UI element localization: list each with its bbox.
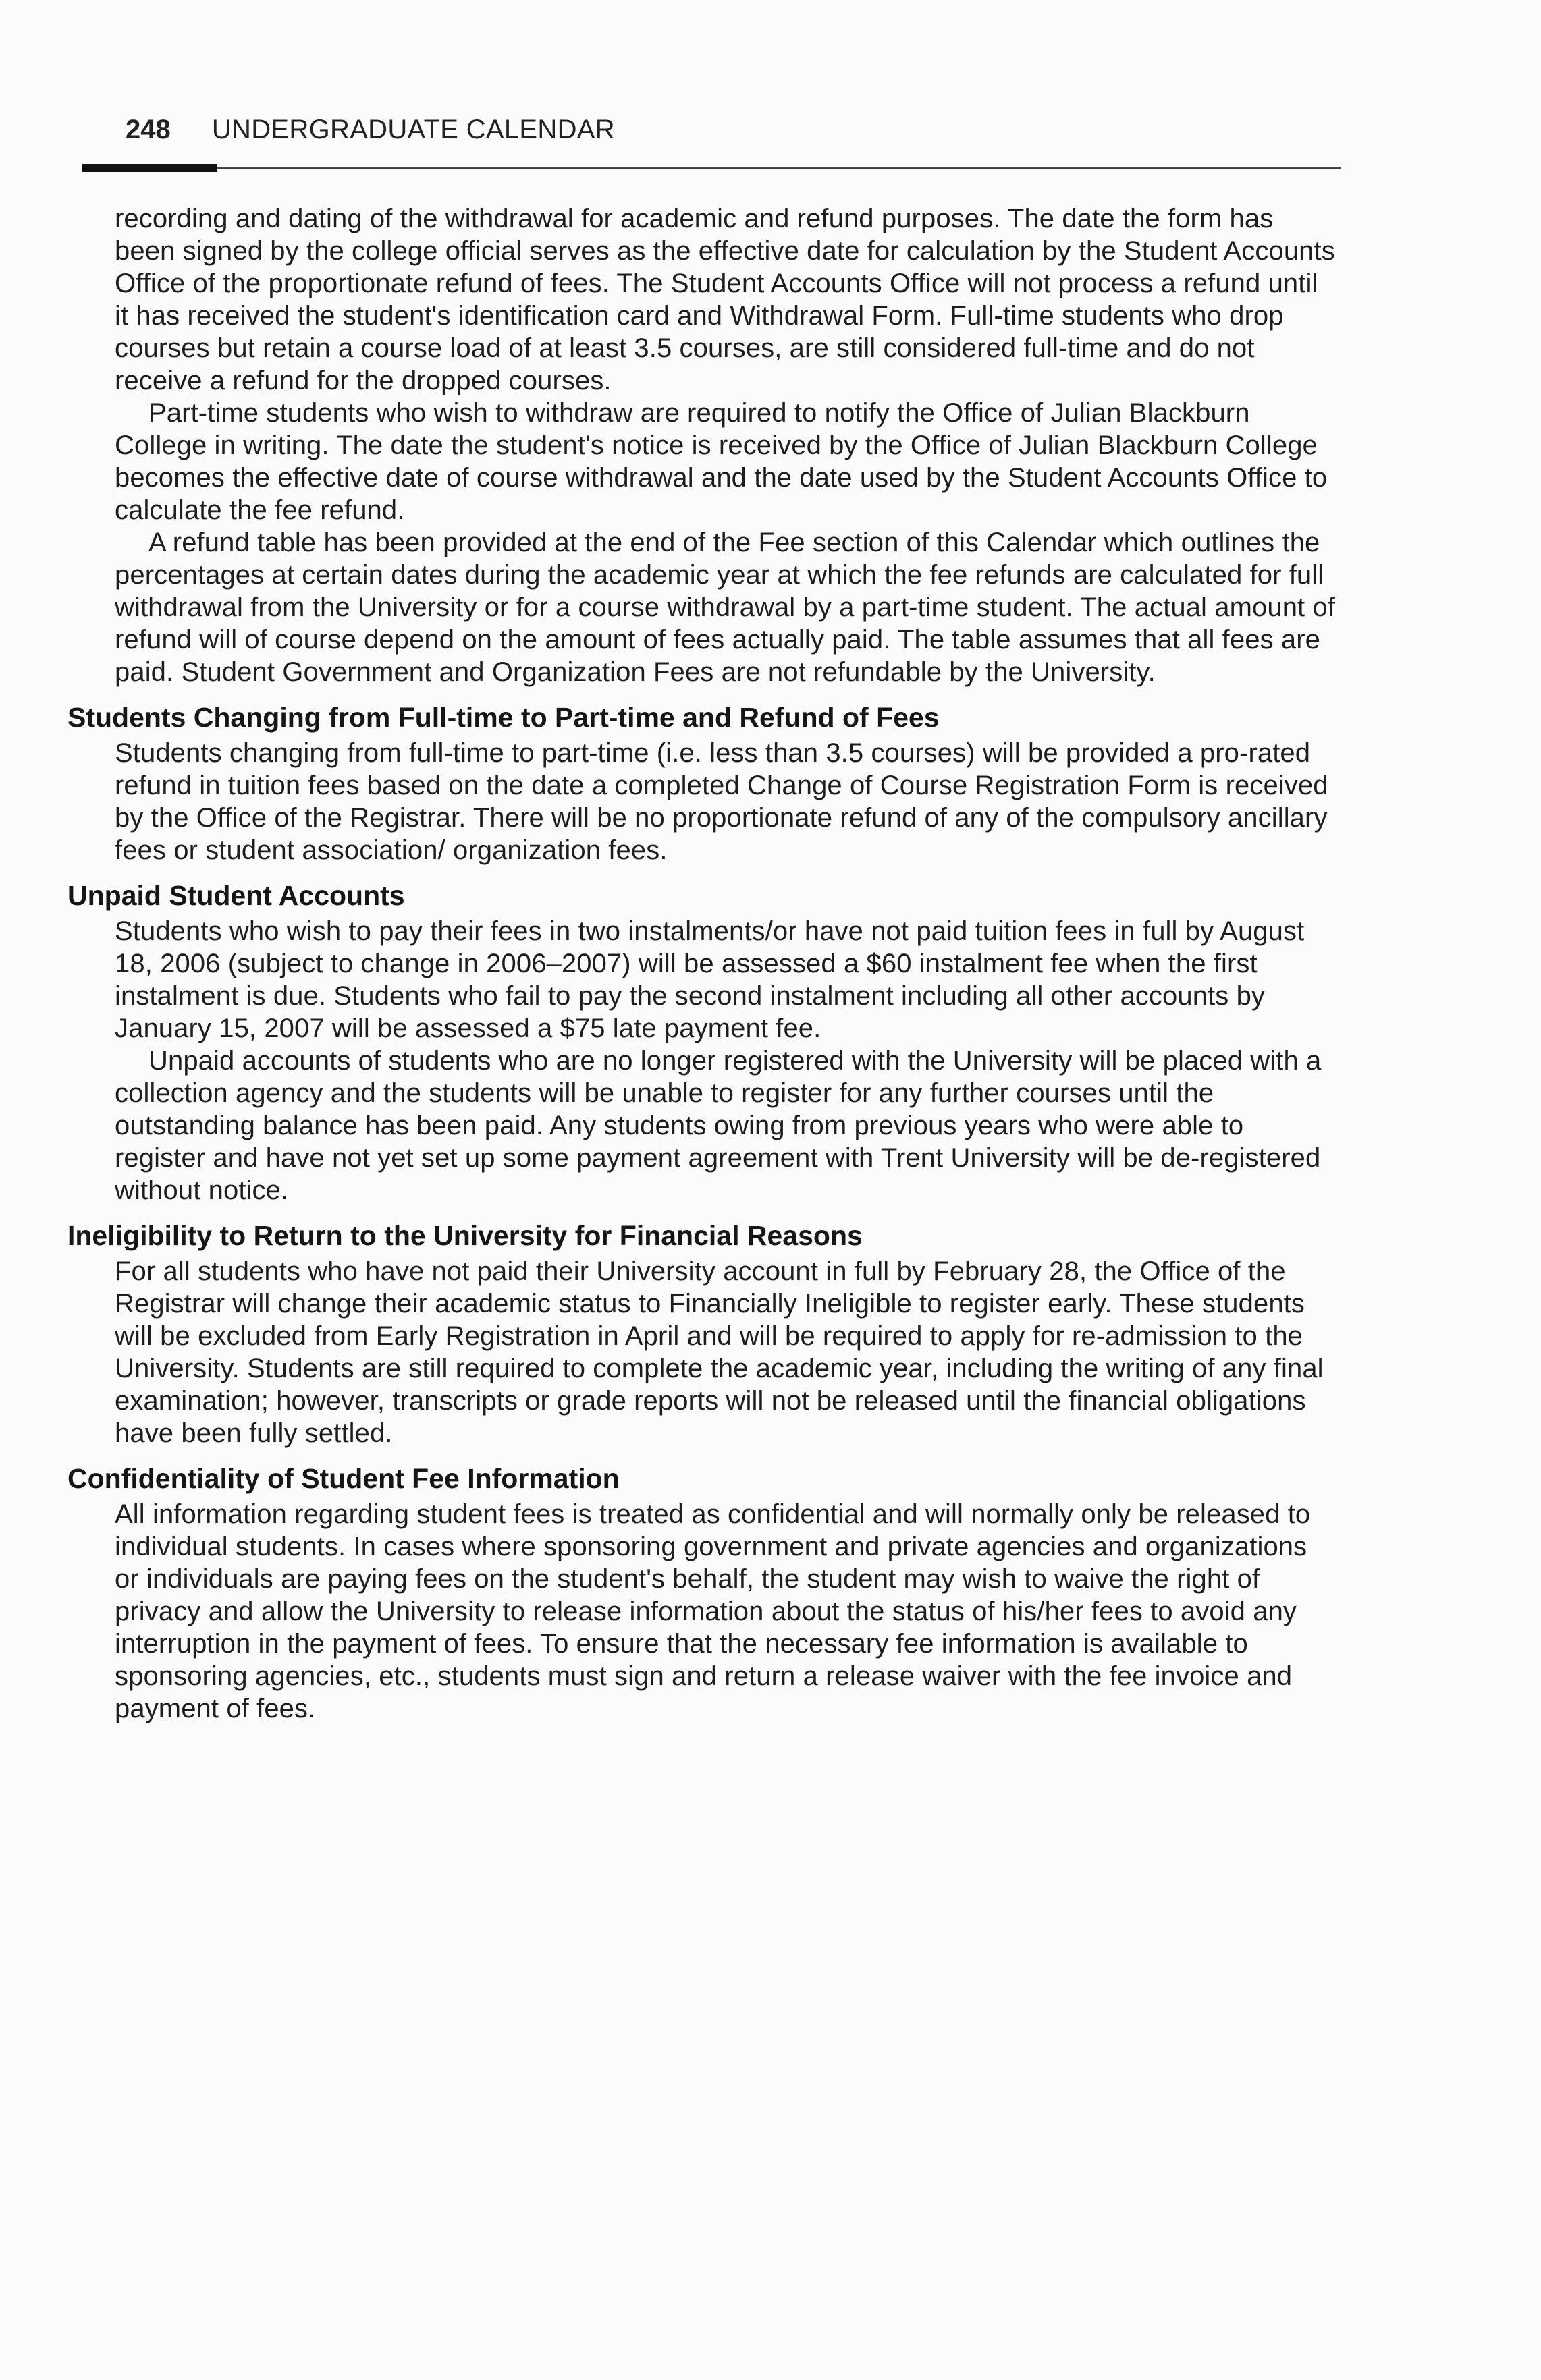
section-paragraph: For all students who have not paid their University account in full by February 28, the Office of the Registrar will change their academic status to Financially Ineligible to register early. These students will be excluded from Early Registration in April and will be required to apply for re-admission to the University. Students are still required to complete the academic year, including the writing of any final examination; however, transcripts or grade reports will not be released until the financial obligations have been fully settled.: [115, 1256, 1324, 1448]
section-heading: Unpaid Student Accounts: [67, 880, 405, 911]
page-header: [82, 115, 1341, 175]
section-paragraph: Students who wish to pay their fees in two instalments/or have not paid tuition fees in full by August 18, 2006 (subject to change in 2006–2007) will be assessed a $60 instalment fee when the first instalment is due. Students who fail to pay the second instalment including all other accounts by January 15, 2007 will be assessed a $75 late payment fee.: [115, 916, 1305, 1043]
page-number: 248: [126, 115, 171, 144]
section-ineligibility: [67, 1219, 1336, 1449]
header-text: [126, 115, 615, 145]
section-unpaid-accounts: [67, 879, 1336, 1207]
section-heading: Students Changing from Full-time to Part-time and Refund of Fees: [67, 702, 940, 733]
intro-paragraph-3: A refund table has been provided at the end of the Fee section of this Calendar which outlines the percentages at certain dates during the academic year at which the fee refunds are calculated for full withdrawal from the University or for a course withdrawal by a part-time student. The actual amount of refund will of course depend on the amount of fees actually paid. The table assumes that all fees are paid. Student Government and Organization Fees are not refundable by the University.: [115, 528, 1336, 687]
section-paragraph: Unpaid accounts of students who are no longer registered with the University will be placed with a collection agency and the students will be unable to register for any further courses until the outstanding balance has been paid. Any students owing from previous years who were able to register and have not yet set up some payment agreement with Trent University will be de-registered without notice.: [115, 1046, 1322, 1205]
section-paragraph: Students changing from full-time to part-time (i.e. less than 3.5 courses) will be provided a pro-rated refund in tuition fees based on the date a completed Change of Course Registration Form is received by the Office of the Registrar. There will be no proportionate refund of any of the compulsory ancillary fees or student association/ organization fees.: [115, 738, 1328, 865]
intro-paragraph-2: Part-time students who wish to withdraw are required to notify the Office of Julian Blackburn College in writing. The date the student's notice is received by the Office of Julian Blackburn College becomes the effective date of course withdrawal and the date used by the Student Accounts Office to calculate the fee refund.: [115, 398, 1328, 525]
section-refund-changes: [67, 700, 1336, 866]
section-heading: Ineligibility to Return to the University for Financial Reasons: [67, 1220, 863, 1251]
header-rule-accent: [82, 164, 217, 172]
page-content: [67, 202, 1336, 1725]
intro-paragraph-1: recording and dating of the withdrawal for academic and refund purposes. The date the form has been signed by the college official serves as the effective date for calculation by the Student Accounts Office of the proportionate refund of fees. The Student Accounts Office will not process a refund until it has received the student's identification card and Withdrawal Form. Full-time students who drop courses but retain a course load of at least 3.5 courses, are still considered full-time and do not receive a refund for the dropped courses.: [115, 204, 1335, 395]
running-head: UNDERGRADUATE CALENDAR: [211, 115, 615, 144]
header-rule: [82, 167, 1341, 169]
section-paragraph: All information regarding student fees is treated as confidential and will normally only be released to individual students. In cases where sponsoring government and private agencies and organizations or individuals are paying fees on the student's behalf, the student may wish to waive the right of privacy and allow the University to release information about the status of his/her fees to avoid any interruption in the payment of fees. To ensure that the necessary fee information is available to sponsoring agencies, etc., students must sign and return a release waiver with the fee invoice and payment of fees.: [115, 1499, 1311, 1723]
section-heading: Confidentiality of Student Fee Information: [67, 1463, 620, 1494]
section-confidentiality: [67, 1462, 1336, 1725]
